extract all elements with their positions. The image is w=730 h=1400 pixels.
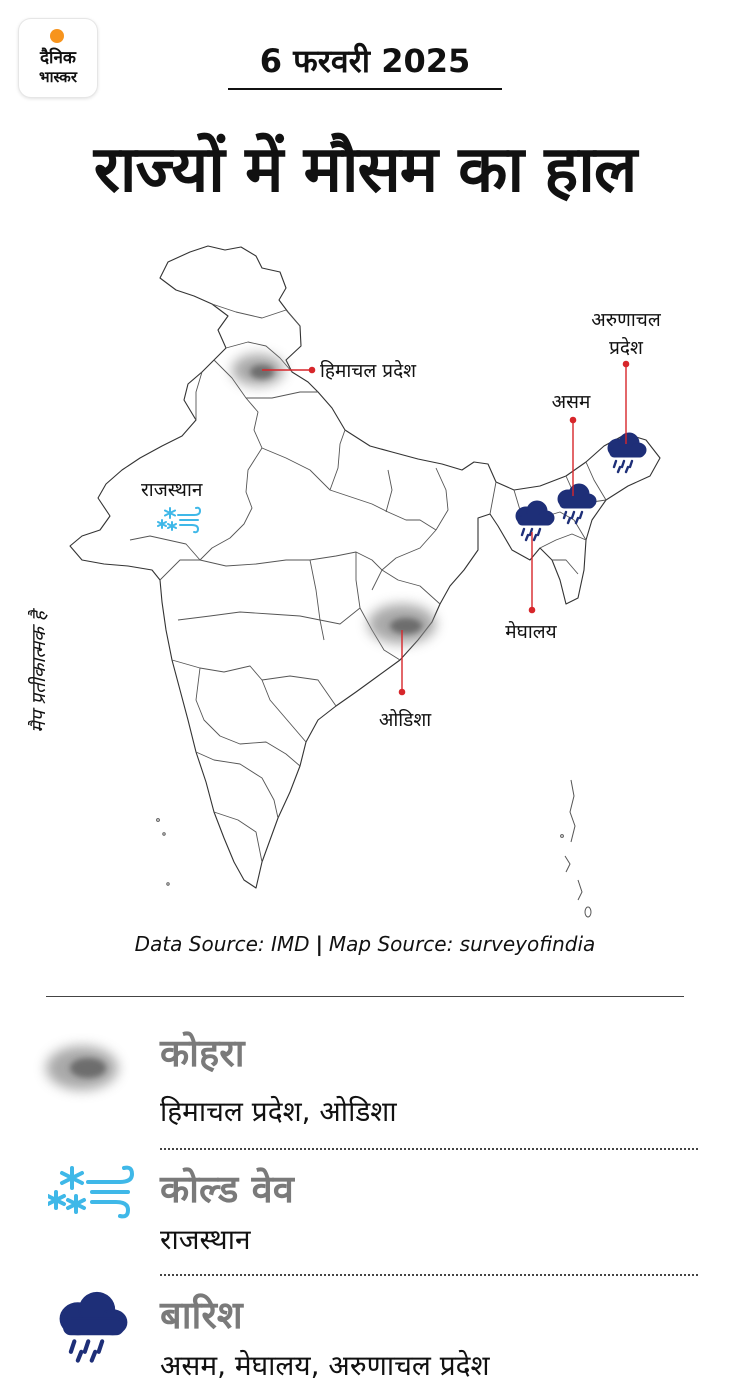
fog-icon xyxy=(30,1030,130,1106)
label-odisha: ओडिशा xyxy=(378,709,432,731)
label-himachal: हिमाचल प्रदेश xyxy=(320,360,417,382)
legend-title-rain: बारिश xyxy=(160,1293,243,1337)
page-title: राज्यों में मौसम का हाल xyxy=(93,133,637,207)
cold-wave-icon xyxy=(48,1164,138,1220)
map-source: Map Source: surveyofindia xyxy=(328,932,596,956)
date-heading: 6 फरवरी 2025 xyxy=(259,42,471,80)
legend-title-fog: कोहरा xyxy=(160,1031,245,1075)
legend-states-fog: हिमाचल प्रदेश, ओडिशा xyxy=(160,1095,397,1128)
label-assam: असम xyxy=(551,391,591,413)
data-source: Data Source: IMD xyxy=(134,932,310,956)
legend-states-rain: असम, मेघालय, अरुणाचल प्रदेश xyxy=(160,1349,490,1382)
legend-states-cold-wave: राजस्थान xyxy=(160,1223,251,1256)
label-meghalaya: मेघालय xyxy=(505,621,557,643)
section-divider xyxy=(46,996,684,997)
legend-title-cold-wave: कोल्ड वेव xyxy=(160,1167,294,1211)
label-rajasthan: राजस्थान xyxy=(141,479,203,501)
label-arunachal-line2: प्रदेश xyxy=(609,337,643,359)
rain-cloud-icon xyxy=(48,1284,132,1364)
legend-separator-2 xyxy=(160,1274,698,1276)
brand-line2: भास्कर xyxy=(39,68,77,86)
label-arunachal-line1: अरुणाचल xyxy=(591,309,661,331)
legend-separator-1 xyxy=(160,1148,698,1150)
brand-line1: दैनिक xyxy=(40,48,76,68)
source-line xyxy=(0,932,730,956)
source-divider: | xyxy=(315,932,323,956)
map-disclaimer: मैप प्रतीकात्मक है xyxy=(28,611,50,733)
